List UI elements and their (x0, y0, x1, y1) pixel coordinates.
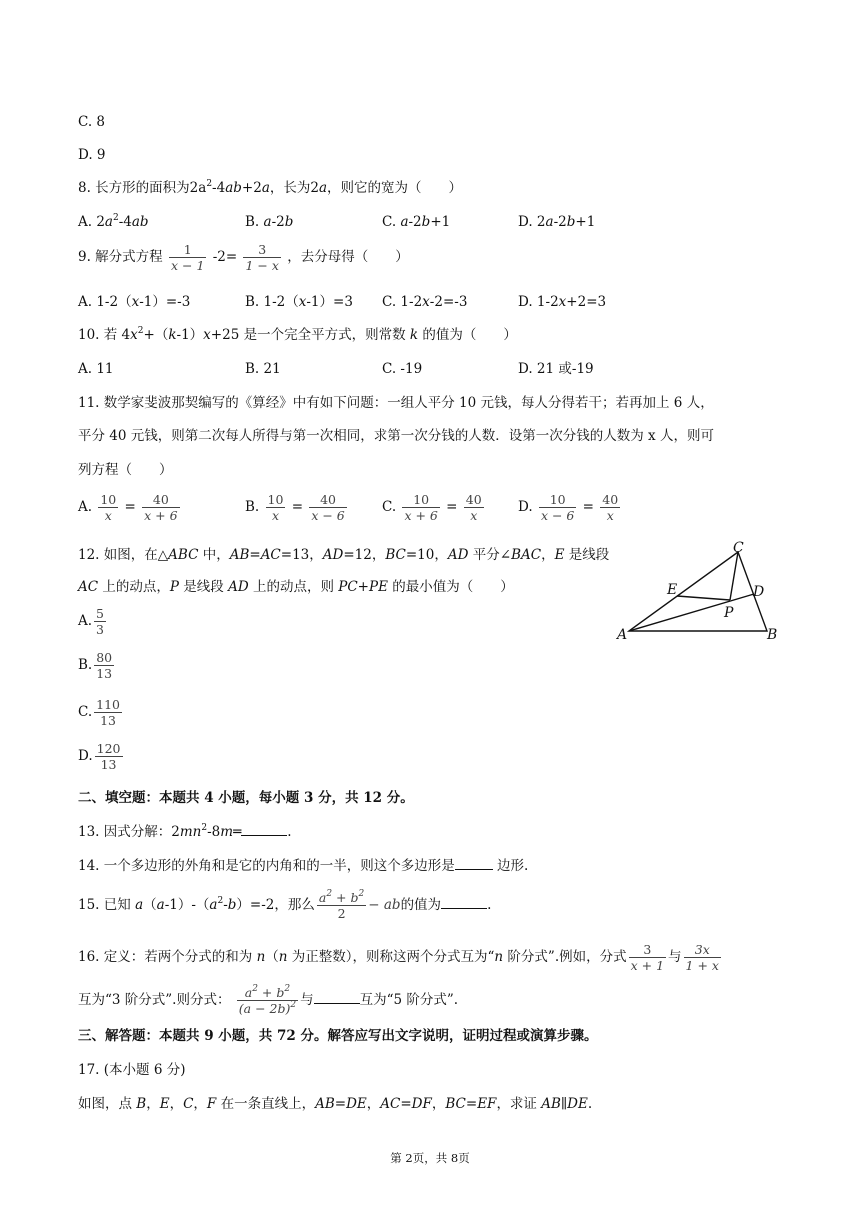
q8-option-d: D. 2a-2b+1 (518, 214, 596, 230)
label-c: C (733, 540, 744, 556)
q11-line-3: 列方程（ ） (78, 462, 173, 478)
q17-body: 如图，点 B，E，C，F 在一条直线上，AB=DE，AC=DF，BC=EF，求证 AB∥DE. (78, 1096, 593, 1112)
q11-option-b: B. $\frac{10}{x}$ = $\frac{40}{x - 6}$ (245, 492, 345, 523)
q12-triangle-figure (610, 538, 790, 650)
q10-option-c: C. -19 (382, 361, 423, 377)
q8-stem-post: ，则它的宽为（ ） (327, 180, 463, 196)
q10-option-d: D. 21 或-19 (518, 361, 594, 377)
q11-line-2: 平分 40 元钱，则第二次每人所得与第一次相同，求第一次分钱的人数．设第一次分钱的人数为 x 人，则可 (78, 428, 714, 444)
q9-option-b: B. 1-2（x-1）=3 (245, 294, 353, 310)
q12-option-c: C. $\frac{110}{13}$ (78, 697, 120, 728)
label-a: A (617, 627, 628, 643)
section-3-heading: 三、解答题：本题共 9 小题，共 72 分。解答应写出文字说明，证明过程或演算步骤。 (78, 1028, 598, 1044)
q16-line-1: 16. 定义：若两个分式的和为 n（n 为正整数），则称这两个分式互为“n 阶分式”.例如，分式 $\frac{3}{x + 1}$ 与 $\frac{3x}{1 + x}$ (78, 942, 719, 973)
q10-stem: 10. 若 $4x^2+(k-1)x+25$ 是一个完全平方式，则常数 k 的值为（ ） (78, 326, 517, 343)
segment-cp (730, 552, 738, 600)
q7-option-d: D. 9 (78, 147, 106, 163)
q14-answer-blank[interactable] (455, 857, 493, 870)
q16-line-2: 互为“3 阶分式”.则分式： $\frac{a^2 + b^2}{(a - 2b)^2}$ 与 互为“5 阶分式”. (78, 984, 459, 1016)
q10-option-a: A. 11 (78, 361, 114, 377)
q13: 13. 因式分解：$2mn^2-8m═$ . (78, 823, 292, 840)
label-d: D (753, 584, 765, 600)
q8-stem-mid: ，长为 (269, 180, 311, 196)
q8-option-b: B. a-2b (245, 214, 294, 230)
q9-option-d: D. 1-2x+2=3 (518, 294, 607, 310)
q9-stem (78, 242, 409, 273)
q9-option-a: A. 1-2（x-1）=-3 (78, 294, 191, 310)
q9-fraction-2: $\frac{3}{1 - x}$ (245, 242, 279, 273)
q8-stem-pre: 8. 长方形的面积为 (78, 180, 190, 196)
q9-stem-mid: -2= (212, 249, 238, 265)
q8-stem: 8. 长方形的面积为$2a^2-4ab+2a$，长为2a，则它的宽为（ ） (78, 179, 463, 196)
q8-option-a: A. $2a^2-4ab$ (78, 213, 149, 230)
q14: 14. 一个多边形的外角和是它的内角和的一半，则这个多边形是 边形. (78, 858, 529, 874)
segment-ad (629, 594, 754, 631)
label-e: E (667, 582, 678, 598)
label-p: P (724, 605, 734, 621)
section-2-heading: 二、填空题：本题共 4 小题，每小题 3 分，共 12 分。 (78, 790, 414, 806)
q7-option-c: C. 8 (78, 114, 106, 130)
label-b: B (767, 627, 778, 643)
q12-option-b: B. $\frac{80}{13}$ (78, 650, 113, 681)
q17-heading: 17. (本小题 6 分) (78, 1062, 186, 1078)
q11-option-a: A. $\frac{10}{x}$ = $\frac{40}{x + 6}$ (78, 492, 178, 523)
q9-stem-post: ，去分母得（ ） (287, 249, 409, 265)
q11-line-1: 11. 数学家斐波那契编写的《算经》中有如下问题：一组人平分 10 元钱，每人分得若干；若再加上 6 人， (78, 395, 714, 411)
q11-option-d: D. $\frac{10}{x - 6}$ = $\frac{40}{x}$ (518, 492, 619, 523)
q9-option-c: C. 1-2x-2=-3 (382, 294, 468, 310)
q15-answer-blank[interactable] (441, 896, 487, 909)
q9-fraction-1: $\frac{1}{x - 1}$ (170, 242, 205, 273)
segment-ep (677, 596, 730, 600)
q16-answer-blank[interactable] (314, 991, 360, 1004)
q9-stem-pre: 9. 解分式方程 (78, 249, 163, 265)
q15: 15. 已知 $a(a-1)-(a^2-b)=-2$，那么 $\frac{a^2 + b^2}{2}$ − ab的值为 . (78, 889, 492, 921)
q12-line-1: 12. 如图，在△ABC 中，AB=AC=13，AD=12，BC=10，AD 平分∠BAC，E 是线段 (78, 547, 610, 563)
page-footer: 第 2页，共 8页 (390, 1151, 470, 1165)
q11-option-c: C. $\frac{10}{x + 6}$ = $\frac{40}{x}$ (382, 492, 482, 523)
q12-option-a: A. $\frac{5}{3}$ (78, 606, 104, 637)
triangle-abc (629, 552, 767, 631)
q10-option-b: B. 21 (245, 361, 281, 377)
q8-option-c: C. a-2b+1 (382, 214, 451, 230)
q12-line-2: AC 上的动点，P 是线段 AD 上的动点，则 PC+PE 的最小值为（ ） (78, 579, 514, 595)
q12-option-d: D. $\frac{120}{13}$ (78, 741, 121, 772)
q13-answer-blank[interactable] (241, 823, 287, 836)
